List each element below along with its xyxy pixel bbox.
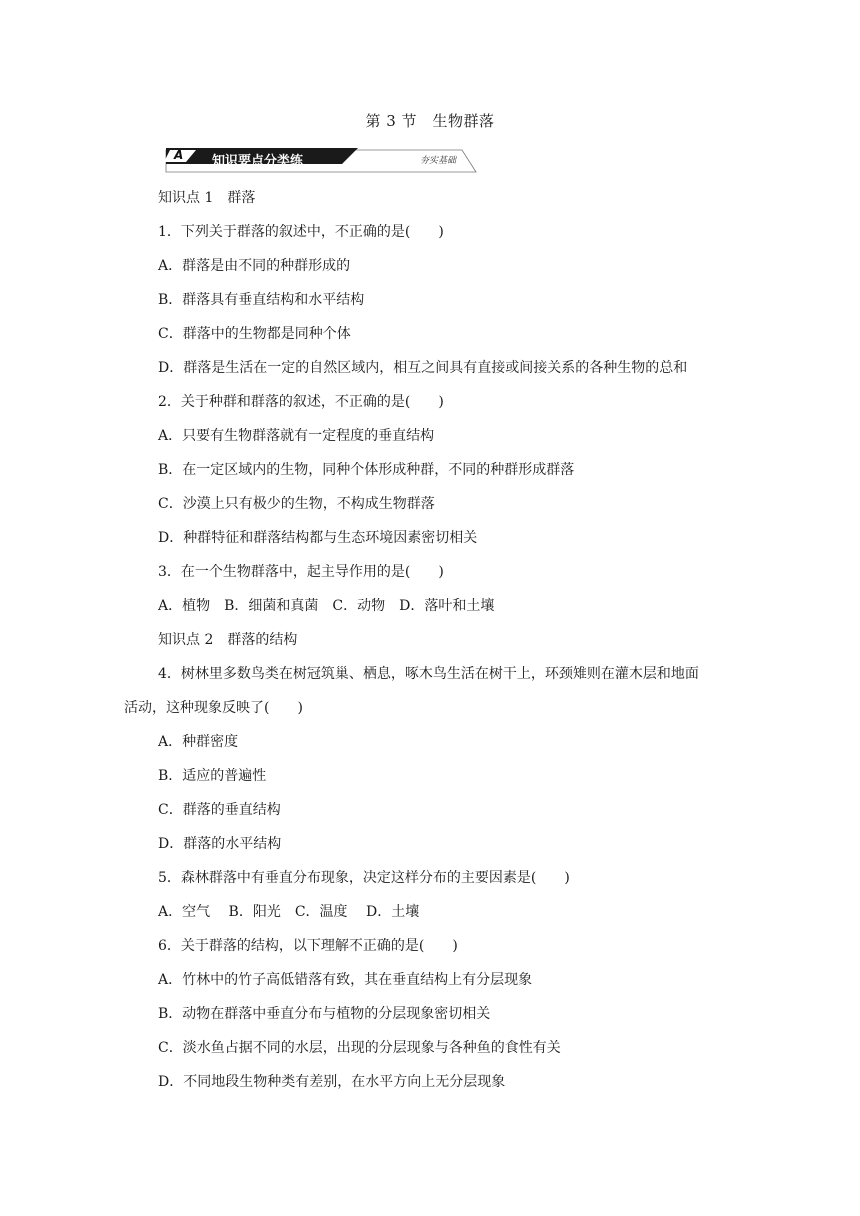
option: A．种群密度 xyxy=(158,734,239,750)
option: D．群落是生活在一定的自然区域内，相互之间具有直接或间接关系的各种生物的总和 xyxy=(158,360,688,376)
question: 5．森林群落中有垂直分布现象，决定这样分布的主要因素是( ) xyxy=(158,870,570,886)
option: A．空气 B．阳光 C．温度 D．土壤 xyxy=(158,904,420,920)
banner-subtitle: 夯实基础 xyxy=(420,156,457,166)
banner-badge: A xyxy=(174,148,184,162)
page-title: 第 3 节 生物群落 xyxy=(365,112,495,130)
option: C．沙漠上只有极少的生物，不构成生物群落 xyxy=(158,496,435,512)
option: D．群落的水平结构 xyxy=(158,836,282,852)
section-heading: 知识点 2 群落的结构 xyxy=(158,632,298,648)
option: A．竹林中的竹子高低错落有致，其在垂直结构上有分层现象 xyxy=(158,972,533,988)
banner-title: 知识要点分类练 xyxy=(212,154,304,169)
question-continuation: 活动，这种现象反映了( ) xyxy=(124,700,303,716)
question: 6．关于群落的结构，以下理解不正确的是( ) xyxy=(158,938,458,954)
question: 3．在一个生物群落中，起主导作用的是( ) xyxy=(158,564,444,580)
question: 2．关于种群和群落的叙述，不正确的是( ) xyxy=(158,394,444,410)
option: A．植物 B．细菌和真菌 C．动物 D．落叶和土壤 xyxy=(158,598,495,614)
option: C．淡水鱼占据不同的水层，出现的分层现象与各种鱼的食性有关 xyxy=(158,1040,561,1056)
option: C．群落中的生物都是同种个体 xyxy=(158,326,351,342)
question: 4．树林里多数鸟类在树冠筑巢、栖息，啄木鸟生活在树干上，环颈雉则在灌木层和地面 xyxy=(158,666,699,682)
option: B．动物在群落中垂直分布与植物的分层现象密切相关 xyxy=(158,1006,491,1022)
option: B．在一定区域内的生物，同种个体形成种群，不同的种群形成群落 xyxy=(158,462,575,478)
option: A．群落是由不同的种群形成的 xyxy=(158,258,351,274)
section-banner xyxy=(162,146,478,176)
option: C．群落的垂直结构 xyxy=(158,802,281,818)
option: B．群落具有垂直结构和水平结构 xyxy=(158,292,365,308)
option: B．适应的普遍性 xyxy=(158,768,267,784)
option: A．只要有生物群落就有一定程度的垂直结构 xyxy=(158,428,435,444)
section-heading: 知识点 1 群落 xyxy=(158,190,256,206)
option: D．不同地段生物种类有差别，在水平方向上无分层现象 xyxy=(158,1074,506,1090)
question: 1．下列关于群落的叙述中，不正确的是( ) xyxy=(158,224,444,240)
option: D．种群特征和群落结构都与生态环境因素密切相关 xyxy=(158,530,478,546)
